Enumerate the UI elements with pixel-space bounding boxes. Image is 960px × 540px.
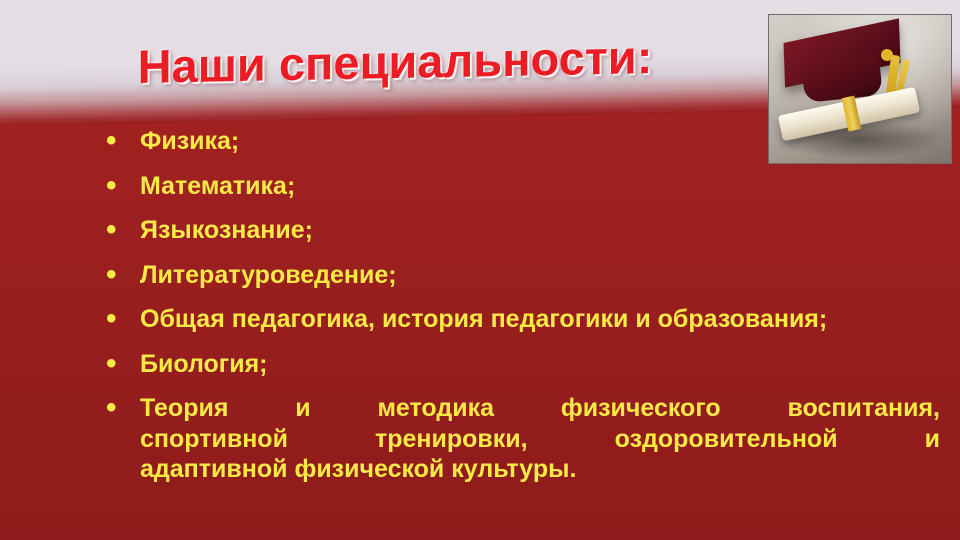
specialties-list	[92, 126, 940, 485]
page-title	[0, 10, 790, 111]
list-item-line: адаптивной физической культуры.	[140, 455, 577, 483]
list-item-line: спортивной тренировки, оздоровительной и	[140, 424, 940, 453]
list-item: • Языкознание;	[92, 215, 932, 246]
list-item: • Физика;	[92, 126, 932, 157]
list-item: • Общая педагогика, история педагогики и образования;	[92, 304, 932, 335]
list-item: • Биология;	[92, 349, 932, 380]
page-title-text: Наши специальности:	[137, 29, 653, 93]
bullet-list-container	[92, 126, 940, 499]
list-item-line: • Теория и методика физического воспитания,	[140, 394, 940, 422]
list-item	[92, 393, 940, 485]
list-item: • Литературоведение;	[92, 260, 932, 291]
list-item: • Математика;	[92, 171, 932, 202]
